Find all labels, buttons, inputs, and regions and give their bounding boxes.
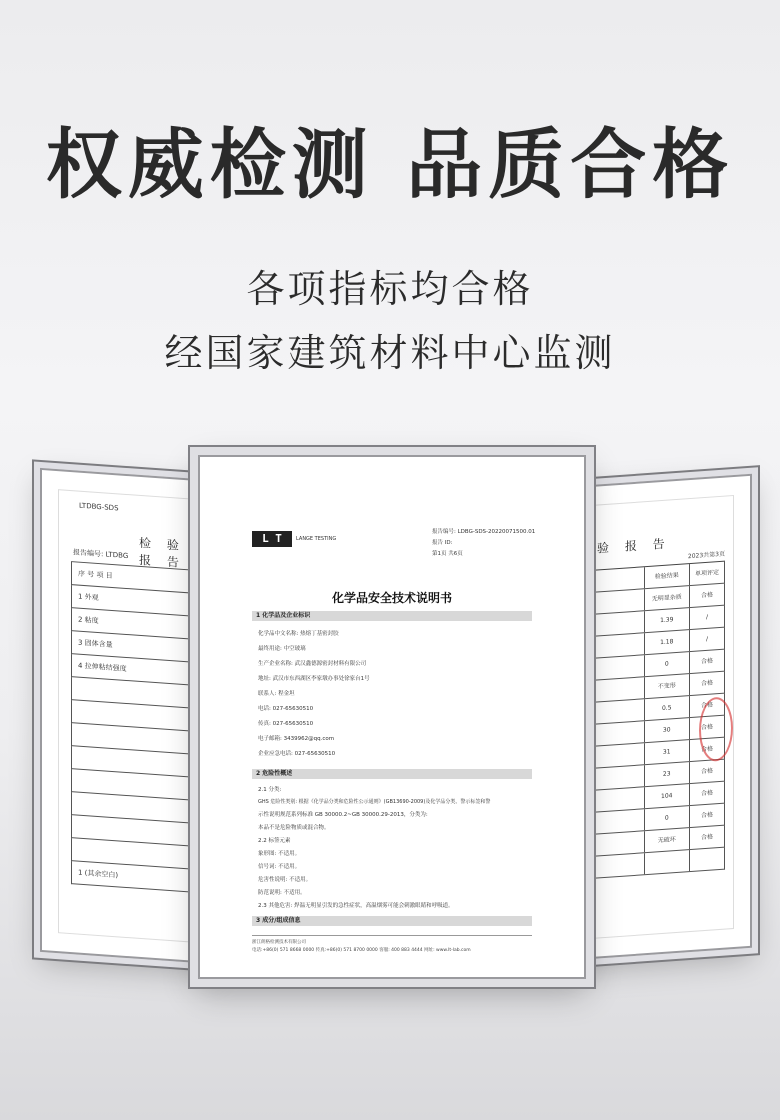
- table-cell: 合格: [700, 789, 713, 798]
- table-row: 1 (其余空白): [71, 861, 189, 892]
- table-cell: 无破坏: [645, 828, 691, 852]
- report-page: 第1页 共6页: [432, 551, 463, 557]
- doc-line: 2.3 其他危害: 焊温无明显引发的急性症状，高温烟雾可能会刺激眼睛和呼吸道。: [258, 903, 454, 909]
- subtitle-indicators: 各项指标均合格: [246, 267, 534, 311]
- table-cell: [645, 850, 691, 874]
- table-row: 3 固体含量: [71, 631, 189, 662]
- table-cell: [690, 848, 724, 871]
- footer-company: 浙江朗格检测技术有限公司: [252, 940, 306, 945]
- table-row: 2 粘度: [71, 608, 189, 639]
- subtitle-center: 经国家建筑材料中心监测: [164, 331, 616, 375]
- table-cell: /: [705, 613, 709, 621]
- center-document: [222, 479, 562, 955]
- right-doc-page: 2023共第3页: [687, 550, 725, 561]
- headline: 权威检测 品质合格: [45, 120, 735, 209]
- doc-line: 信号词: 不适用。: [258, 864, 301, 870]
- table-cell: 合格: [700, 701, 713, 710]
- table-cell: 合格: [700, 679, 713, 688]
- document-footer: [252, 935, 532, 955]
- doc-line: 本品不是危险物质或混合物。: [258, 825, 330, 831]
- table-cell: 合格: [700, 657, 713, 666]
- left-doc-title: 检 验 报 告: [139, 535, 185, 571]
- table-cell: /: [705, 635, 709, 643]
- right-doc-title: 验 报 告: [597, 536, 671, 556]
- lt-logo: [252, 531, 336, 547]
- doc-line: 化学品中文名称: 热熔丁基密封胶: [258, 631, 339, 637]
- doc-line: 象形图: 不适用。: [258, 851, 301, 857]
- table-cell: 31: [645, 740, 691, 764]
- section-heading-1: 1 化学品及企业标识: [252, 611, 532, 621]
- doc-line: GHS 危险性类别: 根据《化学品分类和危险性公示通则》(GB13690-2009)及化学品分类、警示标签和警: [258, 799, 491, 805]
- left-doc-table: [71, 561, 189, 921]
- doc-line: 联系人: 程金坦: [258, 691, 295, 697]
- doc-line: 地址: 武汉市东西湖区李家墩办事处徐家台1号: [258, 676, 370, 682]
- red-seal-stamp: [699, 696, 733, 762]
- right-document: [590, 495, 734, 939]
- document-title: 化学品安全技术说明书: [331, 591, 452, 605]
- table-cell: 30: [645, 718, 691, 742]
- table-cell: 23: [645, 762, 691, 786]
- footer-contact: 电话:+86(0) 571 8668 0000 传真:+86(0) 571 8700 0000 客服: 400 883 4444 网址: www.lt-lab.com: [252, 948, 471, 953]
- left-doc-report-no: 报告编号: LTDBG: [73, 548, 129, 561]
- table-cell: 0.5: [645, 696, 691, 720]
- table-header-cell: 单项评定: [694, 569, 719, 578]
- table-header-cell: 检验结果: [645, 564, 691, 588]
- doc-line: 最终用途: 中空玻璃: [258, 646, 306, 652]
- doc-line: 2.2 标签元素: [258, 838, 291, 844]
- lt-logo-text: LANGE TESTING: [296, 535, 337, 542]
- table-cell: 无明显杂质: [645, 586, 691, 610]
- doc-line: 企业应急电话: 027-65630510: [258, 751, 336, 757]
- doc-line: 示性说明规范系列标准 GB 30000.2~GB 30000.29-2013，分类为:: [258, 812, 428, 818]
- table-cell: 合格: [700, 767, 713, 776]
- table-cell: 合格: [700, 745, 713, 754]
- table-cell: 104: [645, 784, 691, 808]
- center-certificate-frame: [198, 455, 586, 979]
- table-cell: 1.18: [645, 630, 691, 654]
- table-row: 1 外观: [71, 585, 189, 616]
- doc-line: 防范说明: 不适用。: [258, 890, 306, 896]
- left-certificate-frame: [40, 468, 214, 964]
- table-row: 序 号 项 目: [71, 561, 189, 593]
- doc-line: 危害性说明: 不适用。: [258, 877, 312, 883]
- table-cell: 合格: [700, 811, 713, 820]
- right-certificate-frame: [572, 474, 752, 961]
- table-cell: 0: [645, 652, 691, 676]
- table-cell: 合格: [700, 591, 713, 600]
- table-cell: 合格: [700, 833, 713, 842]
- doc-line: 电话: 027-65630510: [258, 706, 314, 712]
- doc-line: 传真: 027-65630510: [258, 721, 314, 727]
- left-document: [58, 489, 196, 943]
- table-cell: 0: [645, 806, 691, 830]
- table-cell: 不变形: [645, 674, 691, 698]
- table-cell: 1.39: [645, 608, 691, 632]
- lt-logo-mark: L T: [252, 531, 292, 547]
- table-cell: [595, 567, 645, 591]
- doc-line: 电子邮箱: 3439962@qq.com: [258, 736, 335, 742]
- report-id: 报告 ID:: [432, 540, 453, 546]
- doc-line: 2.1 分类:: [258, 787, 282, 793]
- left-doc-header: LTDBG-SDS: [79, 501, 119, 513]
- table-row: 4 拉伸粘结强度: [71, 654, 189, 685]
- section-heading-2: 2 危险性概述: [252, 769, 532, 779]
- report-meta: [432, 527, 535, 560]
- report-number: 报告编号: LDBG-SDS-20220071500.01: [432, 529, 536, 535]
- doc-line: 生产企业名称: 武汉鑫德源密封材料有限公司: [258, 661, 367, 667]
- table-cell: 合格: [700, 723, 713, 732]
- section-heading-3: 3 成分/组成信息: [252, 916, 532, 926]
